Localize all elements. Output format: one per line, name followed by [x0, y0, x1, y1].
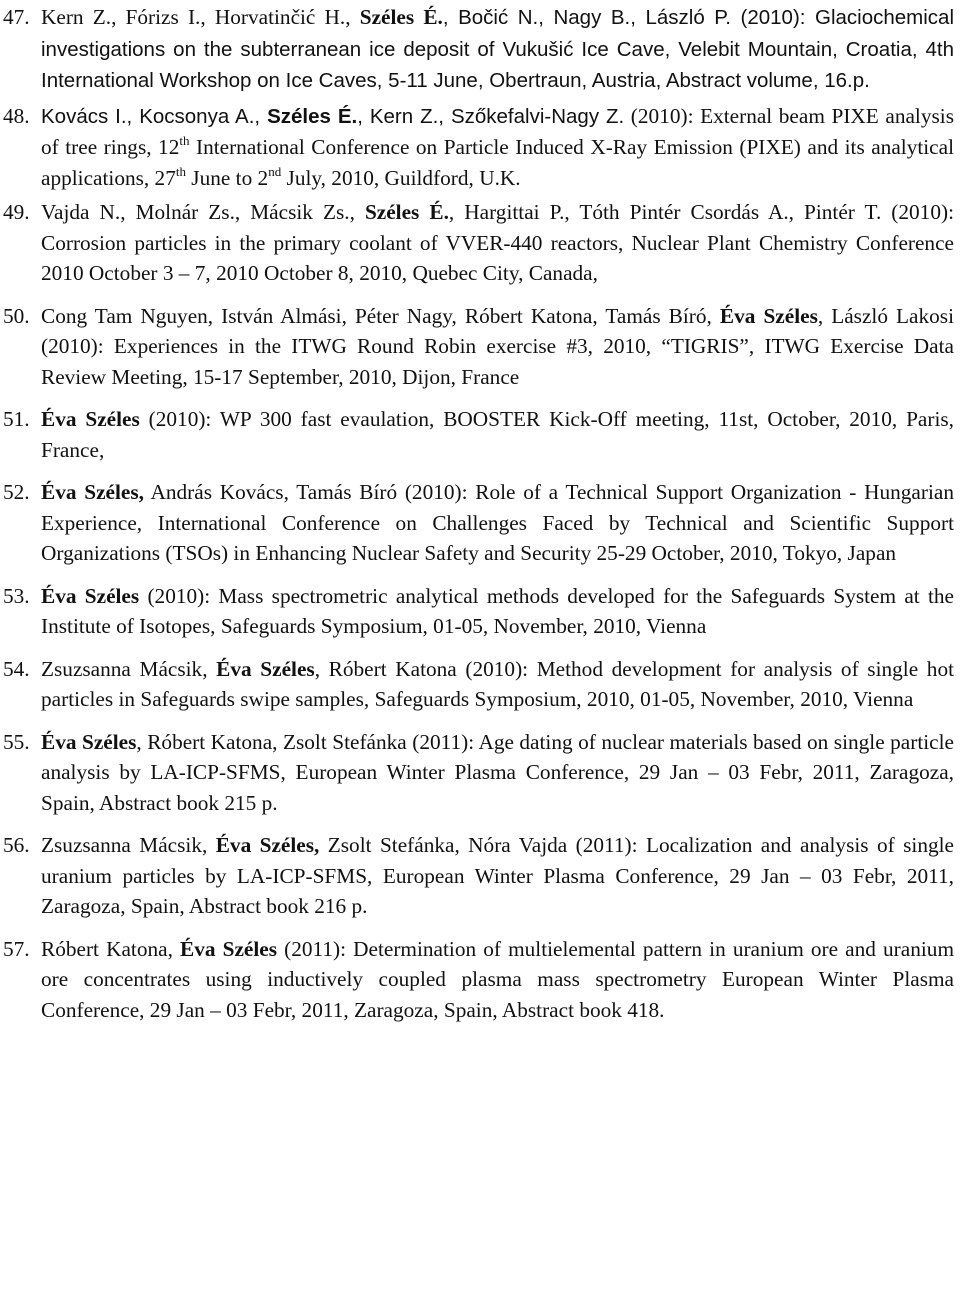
reference-text: , Bočić N., Nagy B., László P. (2010): Glaciochemical investigations on the subterranean ice deposit of Vukušić Ice Cave, Velebit Mountain, Croatia, 4th International Workshop on Ice Caves, 5-11 June, Obertraun, Austria, Abstract volume, 16.p.	[41, 6, 954, 92]
reference-text: Róbert Katona,	[41, 936, 180, 961]
reference-number: 49.	[3, 200, 30, 224]
reference-text: Kern Z., Fórizs I., Horvatinčić H.,	[41, 5, 360, 29]
highlighted-author: Éva Széles	[41, 407, 140, 431]
highlighted-author: Éva Széles	[180, 936, 278, 961]
reference-entry	[0, 581, 960, 642]
reference-text: , Hargittai P., Tóth Pintér Csordás A., Pintér T. (2010): Corrosion particles in the primary coolant of VVER-440 reactors, Nuclear Plant Chemistry Conference 2010 October 3 – 7, 2010 October 8, 2010, Quebec City, Canada,	[41, 200, 954, 285]
reference-text: July, 2010, Guildford, U.K.	[281, 165, 521, 190]
highlighted-author: Éva Széles,	[215, 833, 320, 857]
reference-entry	[0, 101, 960, 194]
reference-entry	[0, 2, 960, 97]
highlighted-author: Éva Széles	[216, 656, 315, 681]
highlighted-author: Éva Széles	[41, 583, 140, 608]
reference-entry	[0, 727, 960, 819]
reference-text: , Róbert Katona, Zsolt Stefánka (2011): Age dating of nuclear materials based on single particle analysis by LA-ICP-SFMS, European Winter Plasma Conference, 29 Jan – 03 Febr, 2011, Zaragoza, Spain, Abstract book 215 p.	[41, 729, 954, 815]
reference-text: , László Lakosi (2010): Experiences in the ITWG Round Robin exercise #3, 2010, “TIGRIS”, ITWG Exercise Data Review Meeting, 15-17 September, 2010, Dijon, France	[41, 303, 954, 389]
reference-text: Kovács I., Kocsonya A.,	[41, 104, 268, 128]
reference-text: Zsuzsanna Mácsik,	[41, 656, 217, 681]
reference-entry	[0, 197, 960, 289]
reference-entry	[0, 934, 960, 1026]
reference-number: 47.	[3, 5, 30, 29]
reference-number: 51.	[3, 407, 30, 431]
reference-number: 55.	[3, 729, 30, 754]
reference-number: 56.	[3, 833, 30, 857]
reference-text: , Róbert Katona (2010): Method development for analysis of single hot particles in Safeguards swipe samples, Safeguards Symposium, 2010, 01-05, November, 2010, Vienna	[41, 656, 955, 711]
reference-number: 53.	[3, 583, 30, 608]
ordinal-suffix: th	[179, 133, 190, 148]
reference-number: 52.	[3, 480, 30, 504]
highlighted-author: Széles É.	[359, 5, 443, 29]
reference-text: June to 2	[185, 165, 269, 190]
reference-text: Cong Tam Nguyen, István Almási, Péter Nagy, Róbert Katona, Tamás Bíró,	[41, 303, 720, 328]
highlighted-author: Éva Széles,	[41, 480, 144, 504]
reference-text: Vajda N., Molnár Zs., Mácsik Zs.,	[41, 200, 365, 224]
reference-entry	[0, 404, 960, 465]
reference-entry	[0, 301, 960, 393]
reference-text: International Conference on Particle Induced X-Ray Emission (PIXE) and its analytical applications, 27	[41, 135, 954, 190]
reference-text: (2010): Mass spectrometric analytical methods developed for the Safeguards System at the Institute of Isotopes, Safeguards Symposium, 01-05, November, 2010, Vienna	[41, 583, 955, 638]
reference-number: 48.	[3, 103, 30, 128]
reference-text: Zsuzsanna Mácsik,	[41, 833, 216, 857]
highlighted-author: Éva Széles	[41, 729, 137, 754]
reference-number: 54.	[3, 656, 30, 681]
reference-number: 57.	[3, 936, 30, 961]
reference-text: András Kovács, Tamás Bíró (2010): Role of a Technical Support Organization - Hungarian Experience, International Conference on Challenges Faced by Technical and Scientific Support Organizations (TSOs) in Enhancing Nuclear Safety and Security 25-29 October, 2010, Tokyo, Japan	[41, 480, 954, 565]
ordinal-suffix: nd	[268, 163, 282, 179]
reference-text: Zsolt Stefánka, Nóra Vajda (2011): Localization and analysis of single uranium particles by LA-ICP-SFMS, European Winter Plasma Conference, 29 Jan – 03 Febr, 2011, Zaragoza, Spain, Abstract book 216 p.	[41, 833, 954, 918]
reference-text: (2010): External beam PIXE analysis of tree rings, 12	[41, 103, 954, 159]
reference-number: 50.	[3, 303, 30, 328]
reference-entry	[0, 830, 960, 922]
reference-entry	[0, 477, 960, 569]
reference-entry	[0, 654, 960, 715]
reference-text: (2011): Determination of multielemental pattern in uranium ore and uranium ore concentrates using inductively coupled plasma mass spectrometry European Winter Plasma Conference, 29 Jan – 03 Febr, 2011, Zaragoza, Spain, Abstract book 418.	[41, 936, 955, 1022]
highlighted-author: Széles É.	[267, 104, 358, 128]
ordinal-suffix: th	[175, 163, 186, 179]
highlighted-author: Széles É.	[364, 200, 449, 224]
reference-text: , Kern Z., Szőkefalvi-Nagy Z.	[357, 104, 625, 128]
highlighted-author: Éva Széles	[719, 303, 818, 328]
reference-text: (2010): WP 300 fast evaulation, BOOSTER Kick-Off meeting, 11st, October, 2010, Paris, France,	[41, 407, 954, 462]
